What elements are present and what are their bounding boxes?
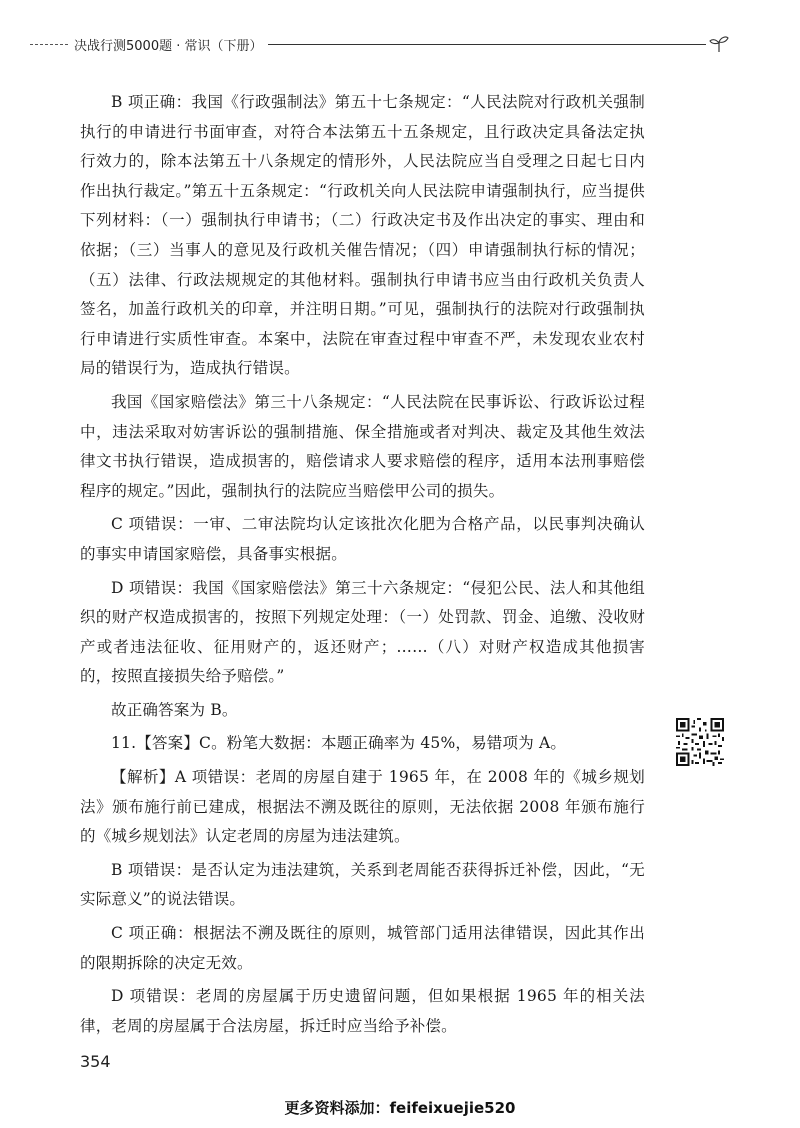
paragraph-d-wrong: D 项错误：我国《国家赔偿法》第三十六条规定：“侵犯公民、法人和其他组织的财产权造成损害的，按照下列规定处理：（一）处罚款、罚金、追缴、没收财产或者违法征收、征用财产的，返还财产；……（八）对财产权造成其他损害的，按照直接损失给予赔偿。” — [80, 578, 645, 686]
page-body — [80, 88, 645, 1045]
paragraph-c-wrong: C 项错误：一审、二审法院均认定该批次化肥为合格产品，以民事判决确认的事实申请国家赔偿，具备事实根据。 — [80, 515, 645, 563]
paragraph-q11-d: D 项错误：老周的房屋属于历史遗留问题，但如果根据 1965 年的相关法律，老周的房屋属于合法房屋，拆迁时应当给予补偿。 — [80, 987, 645, 1035]
sprout-icon — [708, 35, 730, 53]
paragraph-q11-answer: 11.【答案】C。粉笔大数据：本题正确率为 45%，易错项为 A。 — [111, 734, 567, 753]
running-header — [30, 32, 730, 56]
paragraph-b-correct: B 项正确：我国《行政强制法》第五十七条规定：“人民法院对行政机关强制执行的申请进行书面审查，对符合本法第五十五条规定，且行政决定具备法定执行效力的，除本法第五十八条规定的情形外，人民法院应当自受理之日起七日内作出执行裁定。”第五十五条规定：“行政机关向人民法院申请强制执行，应当提供下列材料：（一）强制执行申请书；（二）行政决定书及作出决定的事实、理由和依据；（三）当事人的意见及行政机关催告情况；（四）申请强制执行标的情况；（五）法律、行政法规规定的其他材料。强制执行申请书应当由行政机关负责人签名，加盖行政机关的印章，并注明日期。”可见，强制执行的法院对行政强制执行申请进行实质性审查。本案中，法院在审查过程中审查不严，未发现农业农村局的错误行为，造成执行错误。 — [80, 93, 645, 378]
footer-note: 更多资料添加：feifeixuejie520 — [284, 1099, 516, 1117]
header-rule — [268, 44, 706, 45]
paragraph-q11-analysis-a: 【解析】A 项错误：老周的房屋自建于 1965 年，在 2008 年的《城乡规划法》颁布施行前已建成，根据法不溯及既往的原则，无法依据 2008 年颁布施行的《城乡规划法》认定老周的房屋为违法建筑。 — [80, 768, 645, 846]
book-title: 决战行测5000题 · 常识（下册） — [74, 38, 263, 54]
paragraph-q11-c: C 项正确：根据法不溯及既往的原则，城管部门适用法律错误，因此其作出的限期拆除的决定无效。 — [80, 924, 645, 972]
paragraph-q11-b: B 项错误：是否认定为违法建筑，关系到老周能否获得拆迁补偿，因此，“无实际意义”的说法错误。 — [80, 860, 645, 909]
qr-code[interactable] — [676, 718, 724, 766]
page-number: 354 — [80, 1052, 111, 1071]
header-dash — [30, 44, 68, 45]
paragraph-compensation-law: 我国《国家赔偿法》第三十八条规定：“人民法院在民事诉讼、行政诉讼过程中，违法采取对妨害诉讼的强制措施、保全措施或者对判决、裁定及其他生效法律文书执行错误，造成损害的，赔偿请求人要求赔偿的程序，适用本法刑事赔偿程序的规定。”因此，强制执行的法院应当赔偿甲公司的损失。 — [80, 392, 645, 500]
paragraph-answer-b: 故正确答案为 B。 — [111, 700, 238, 719]
